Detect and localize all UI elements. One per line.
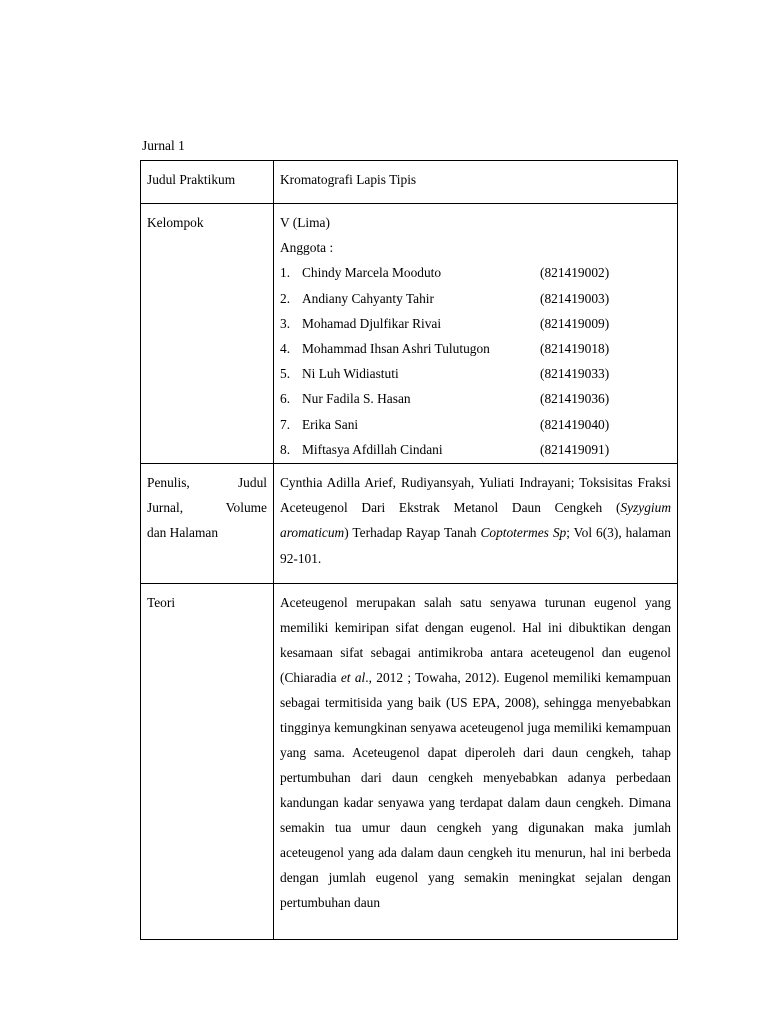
label-teori: Teori	[141, 584, 274, 940]
list-item: 3. Mohamad Djulfikar Rivai (821419009)	[280, 315, 610, 331]
member-list	[280, 260, 671, 462]
label-judul-praktikum: Judul Praktikum	[141, 161, 274, 204]
theory-text: Aceteugenol merupakan salah satu senyawa turunan eugenol yang memiliki kemiripan sifat dengan eugenol. Hal ini dibuktikan dengan kesamaan sifat sebagai antimikroba antara aceteugenol dan eugenol (Chiaradia et al., 2012 ; Towaha, 2012). Eugenol memiliki kemampuan sebagai termitisida yang baik (US EPA, 2008), sehingga menyebabkan tingginya kemungkinan senyawa aceteugenol juga memiliki kemampuan yang sama. Aceteugenol dapat diperoleh dari daun cengkeh, tahap pertumbuhan dari daun cengkeh menyebabkan adanya perbedaan kandungan kadar senyawa yang terdapat dalam daun cengkeh. Dimana semakin tua umur daun cengkeh yang digunakan maka jumlah aceteugenol yang ada dalam daun cengkeh itu menurun, hal ini berbeda dengan jumlah eugenol yang semakin meningkat sejalan dengan pertumbuhan daun	[280, 595, 671, 910]
table-row-kelompok	[141, 204, 678, 464]
label-penulis: Penulis, Judul Jurnal, Volume dan Halaman	[141, 464, 274, 584]
list-item: 6. Nur Fadila S. Hasan (821419036)	[280, 391, 610, 407]
label-kelompok: Kelompok	[141, 204, 274, 464]
value-judul-praktikum: Kromatografi Lapis Tipis	[274, 161, 678, 204]
list-item: 4. Mohammad Ihsan Ashri Tulutugon (821419018)	[280, 341, 610, 357]
list-item: 7. Erika Sani (821419040)	[280, 416, 610, 432]
list-item: 2. Andiany Cahyanty Tahir (821419003)	[280, 290, 610, 306]
document-title: Jurnal 1	[142, 138, 185, 153]
anggota-label: Anggota :	[280, 240, 334, 256]
value-teori	[274, 584, 678, 940]
list-item: 5. Ni Luh Widiastuti (821419033)	[280, 366, 610, 382]
citation-text: Cynthia Adilla Arief, Rudiyansyah, Yuliati Indrayani; Toksisitas Fraksi Aceteugenol Dari Ekstrak Metanol Daun Cengkeh (Syzygium aromaticum) Terhadap Rayap Tanah Coptotermes Sp; Vol 6(3), halaman 92-101.	[280, 475, 671, 566]
table-row-teori	[141, 584, 678, 940]
list-item: 8. Miftasya Afdillah Cindani (821419091)	[280, 441, 610, 457]
journal-table	[140, 160, 678, 940]
value-kelompok	[274, 204, 678, 464]
value-penulis	[274, 464, 678, 584]
table-row-judul	[141, 161, 678, 204]
table-row-penulis	[141, 464, 678, 584]
group-name: V (Lima)	[280, 215, 330, 230]
list-item: 1. Chindy Marcela Mooduto (821419002)	[280, 265, 610, 281]
